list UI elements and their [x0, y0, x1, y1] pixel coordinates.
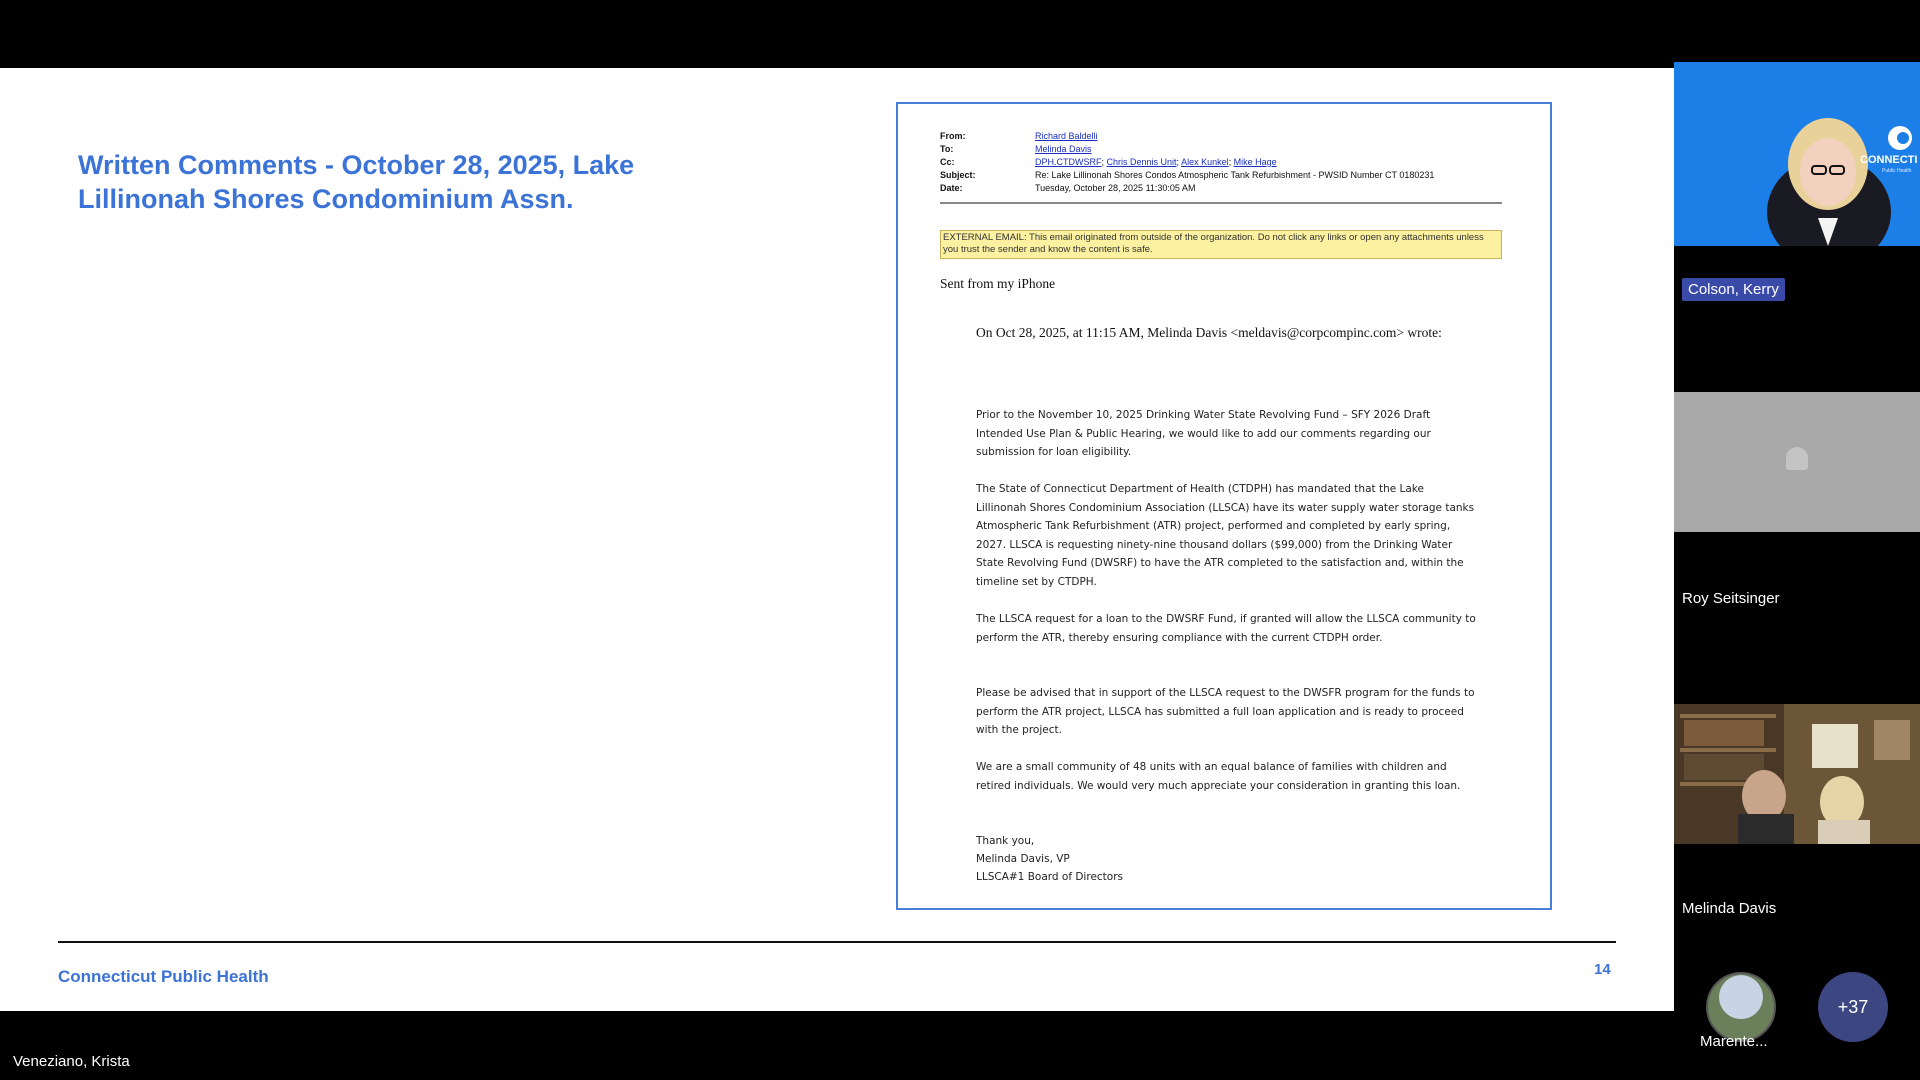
participant-name-marente: Marente...: [1700, 1033, 1768, 1050]
cc-value-3: Alex Kunkel: [1181, 157, 1229, 167]
quote-header: On Oct 28, 2025, at 11:15 AM, Melinda Davis <meldavis@corpcompinc.com> wrote:: [976, 325, 1442, 340]
cc-value-2: Chris Dennis Unit: [1106, 157, 1177, 167]
participant-tile-seitsinger[interactable]: [1674, 392, 1920, 704]
subject-label: Subject:: [940, 170, 976, 180]
from-label: From:: [940, 131, 966, 141]
date-label: Date:: [940, 183, 963, 193]
paragraph-1: Prior to the November 10, 2025 Drinking Water State Revolving Fund – SFY 2026 Draft Intended Use Plan & Public Hearing, we would like to add our comments regarding our submission for loan eligibility.: [976, 409, 1431, 458]
shared-slide: [0, 68, 1674, 1011]
participant-tile-colson[interactable]: [1674, 62, 1920, 392]
signoff-name: Melinda Davis, VP: [976, 853, 1070, 865]
page-number: 14: [1594, 961, 1611, 978]
more-participants-count: +37: [1837, 996, 1869, 1017]
participant-name-colson: Colson, Kerry: [1682, 278, 1785, 301]
date-value: Tuesday, October 28, 2025 11:30:05 AM: [1035, 183, 1196, 193]
footer-organization: Connecticut Public Health: [58, 967, 269, 986]
participant-name-seitsinger: Roy Seitsinger: [1682, 590, 1780, 607]
cc-label: Cc:: [940, 157, 955, 167]
participant-avatar-marente[interactable]: [1706, 972, 1776, 1042]
participant-video-davis: [1674, 704, 1920, 844]
email-screenshot: [896, 102, 1552, 910]
sent-from-line: Sent from my iPhone: [940, 276, 1056, 291]
participant-name-davis: Melinda Davis: [1682, 900, 1777, 917]
to-value: Melinda Davis: [1035, 144, 1092, 154]
to-label: To:: [940, 144, 954, 154]
header-divider: [940, 202, 1502, 204]
subject-value: Re: Lake Lillinonah Shores Condos Atmospheric Tank Refurbishment - PWSID Number CT 0180231: [1035, 170, 1435, 180]
cc-value-4: Mike Hage: [1233, 157, 1277, 167]
paragraph-5: We are a small community of 48 units with an equal balance of families with children and retired individuals. We would very much appreciate your consideration in granting this loan.: [976, 761, 1461, 792]
connecticut-logo-subtext: Public Health: [1882, 168, 1912, 174]
slide-title: Written Comments - October 28, 2025, Lake Lillinonah Shores Condominium Assn.: [78, 150, 635, 214]
participant-video-seitsinger: [1674, 392, 1920, 532]
participant-tile-davis[interactable]: [1674, 704, 1920, 930]
email-header: From: Richard Baldelli To: Melinda Davis Cc: DPH.CTDWSRF; Chris Dennis Unit; Alex Kunkel; Mike Hage Subject: Re: Lake Lillinonah Shores Condos Atmospheric Tank Refurbishment - PWSID Number CT 0180231 Date: Tuesday, October 28, 2025 11:30:05 AM: [940, 130, 1500, 195]
external-email-banner: EXTERNAL EMAIL: This email originated from outside of the organization. Do not click any links or open any attachments unless you trust the sender and know the content is safe.: [940, 230, 1502, 259]
presenter-name: Veneziano, Krista: [13, 1053, 130, 1070]
cc-value-1: DPH.CTDWSRF: [1035, 157, 1102, 167]
footer-divider: [58, 941, 1616, 943]
more-participants-button[interactable]: [1818, 972, 1888, 1042]
paragraph-2: The State of Connecticut Department of Health (CTDPH) has mandated that the Lake Lillinonah Shores Condominium Association (LLSCA) have its water supply water storage tanks Atmospheric Tank Refurbishment (ATR) project, performed and completed by early spring, 2027. LLSCA is requesting ninety-nine thousand dollars ($99,000) from the Drinking Water State Revolving Fund (DWSRF) to have the ATR completed to the satisfaction and, within the timeline set by CTDPH.: [976, 483, 1475, 588]
paragraph-3: The LLSCA request for a loan to the DWSRF Fund, if granted will allow the LLSCA community to perform the ATR, thereby ensuring compliance with the current CTDPH order.: [976, 613, 1476, 644]
connecticut-logo-text: CONNECTI: [1860, 154, 1918, 166]
paragraph-4: Please be advised that in support of the LLSCA request to the DWSFR program for the funds to perform the ATR project, LLSCA has submitted a full loan application and is ready to proceed with the project.: [976, 687, 1475, 736]
signoff-thanks: Thank you,: [976, 835, 1035, 847]
signoff-board: LLSCA#1 Board of Directors: [976, 871, 1123, 883]
from-value: Richard Baldelli: [1035, 131, 1098, 141]
